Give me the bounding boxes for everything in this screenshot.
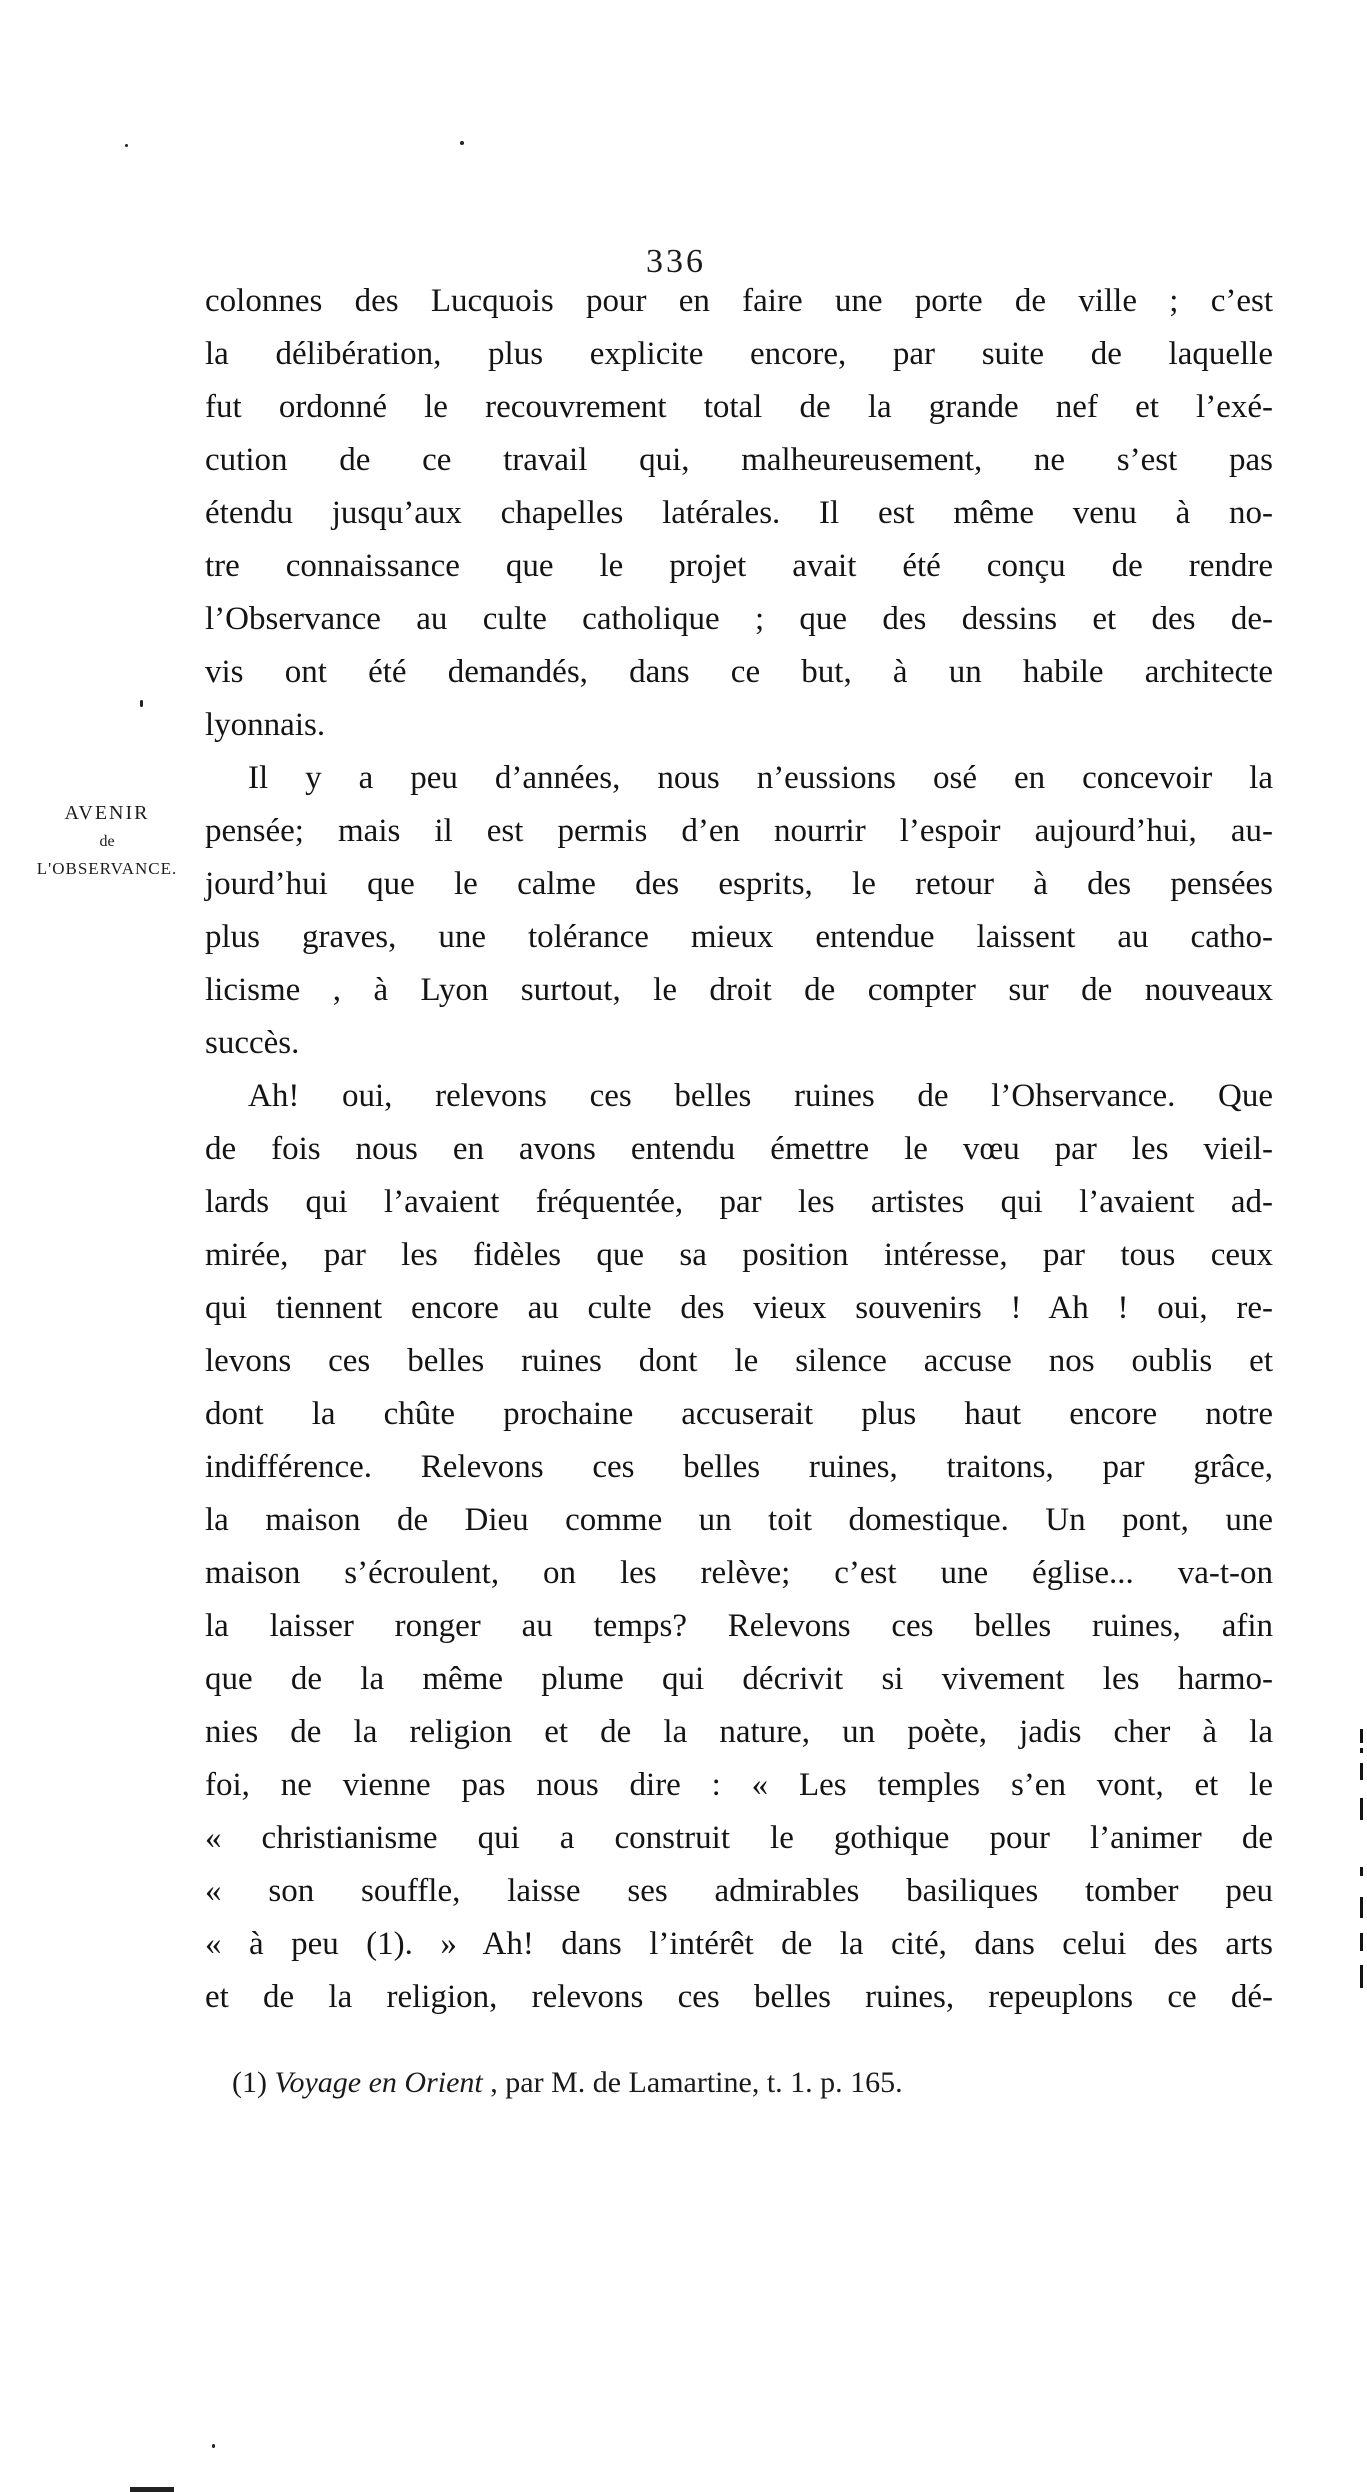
scan-speck (140, 700, 143, 707)
margin-mark (1360, 1748, 1363, 1753)
text-line: succès. (205, 1025, 300, 1061)
margin-mark (1360, 1729, 1363, 1743)
text-line: l’Observance au culte catholique ; que des dessins et des de- (205, 601, 1273, 637)
scan-speck (460, 141, 464, 145)
text-line: la délibération, plus explicite encore, par suite de laquelle (205, 336, 1273, 372)
scan-speck (130, 2487, 174, 2492)
margin-note-line2: de (99, 833, 115, 850)
text-line: la laisser ronger au temps? Relevons ces belles ruines, afin (205, 1608, 1273, 1644)
text-line: fut ordonné le recouvrement total de la grande nef et l’exé- (205, 389, 1273, 425)
text-line: « christianisme qui a construit le gothique pour l’animer de (205, 1820, 1273, 1856)
footnote-title: Voyage en Orient (274, 2066, 483, 2099)
margin-note-line1: AVENIR (64, 802, 150, 824)
text-line: indifférence. Relevons ces belles ruines, traitons, par grâce, (205, 1449, 1273, 1485)
text-line: Il y a peu d’années, nous n’eussions osé en concevoir la (248, 760, 1273, 796)
text-line: cution de ce travail qui, malheureusement, ne s’est pas (205, 442, 1273, 478)
margin-mark (1360, 1867, 1363, 1876)
text-line: étendu jusqu’aux chapelles latérales. Il est même venu à no- (205, 495, 1273, 531)
text-line: mirée, par les fidèles que sa position intéresse, par tous ceux (205, 1237, 1273, 1273)
margin-mark (1360, 1897, 1363, 1918)
text-line: foi, ne vienne pas nous dire : « Les temples s’en vont, et le (205, 1767, 1273, 1803)
text-line: la maison de Dieu comme un toit domestique. Un pont, une (205, 1502, 1273, 1538)
footnote (232, 2064, 1132, 2102)
page-number: 336 (646, 243, 706, 280)
margin-mark (1360, 1933, 1363, 1951)
text-line: dont la chûte prochaine accuserait plus haut encore notre (205, 1396, 1273, 1432)
text-line: pensée; mais il est permis d’en nourrir l’espoir aujourd’hui, au- (205, 813, 1273, 849)
footnote-marker: (1) (232, 2066, 267, 2099)
scan-speck (212, 2444, 215, 2448)
text-line: levons ces belles ruines dont le silence accuse nos oublis et (205, 1343, 1273, 1379)
text-line: vis ont été demandés, dans ce but, à un habile architecte (205, 654, 1273, 690)
margin-mark (1360, 1798, 1363, 1820)
text-line: nies de la religion et de la nature, un poète, jadis cher à la (205, 1714, 1273, 1750)
text-line: lyonnais. (205, 707, 326, 743)
margin-mark (1360, 1763, 1363, 1780)
text-line: colonnes des Lucquois pour en faire une porte de ville ; c’est (205, 283, 1273, 319)
text-line: « son souffle, laisse ses admirables basiliques tomber peu (205, 1873, 1273, 1909)
text-line: lards qui l’avaient fréquentée, par les artistes qui l’avaient ad- (205, 1184, 1273, 1220)
text-line: plus graves, une tolérance mieux entendue laissent au catho- (205, 919, 1273, 955)
margin-note-line3: L'OBSERVANCE. (36, 859, 178, 878)
text-line: jourd’hui que le calme des esprits, le retour à des pensées (205, 866, 1273, 902)
body-text (205, 275, 1273, 2024)
text-line: maison s’écroulent, on les relève; c’est une église... va-t-on (205, 1555, 1273, 1591)
text-line: tre connaissance que le projet avait été conçu de rendre (205, 548, 1273, 584)
text-line: « à peu (1). » Ah! dans l’intérêt de la cité, dans celui des arts (205, 1926, 1273, 1962)
text-line: Ah! oui, relevons ces belles ruines de l’Ohservance. Que (248, 1078, 1273, 1114)
margin-note (24, 798, 190, 883)
scan-speck (125, 144, 128, 147)
text-line: de fois nous en avons entendu émettre le vœu par les vieil- (205, 1131, 1273, 1167)
footnote-reference: , par M. de Lamartine, t. 1. p. 165. (482, 2066, 903, 2099)
text-line: licisme , à Lyon surtout, le droit de compter sur de nouveaux (205, 972, 1273, 1008)
text-line: et de la religion, relevons ces belles ruines, repeuplons ce dé- (205, 1979, 1273, 2015)
text-line: que de la même plume qui décrivit si vivement les harmo- (205, 1661, 1273, 1697)
margin-mark (1360, 1965, 1363, 1988)
text-line: qui tiennent encore au culte des vieux souvenirs ! Ah ! oui, re- (205, 1290, 1273, 1326)
